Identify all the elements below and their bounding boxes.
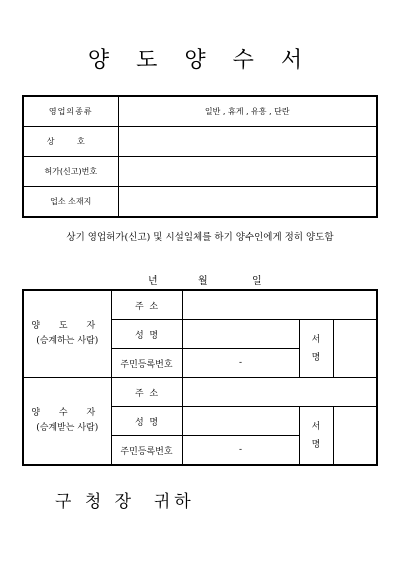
table-row bbox=[23, 96, 377, 127]
trade-name-field[interactable] bbox=[118, 127, 377, 157]
table-row bbox=[23, 290, 377, 320]
business-type-label: 영업의종류 bbox=[23, 96, 118, 127]
business-address-label: 업소 소재지 bbox=[23, 187, 118, 218]
transferee-address-field[interactable] bbox=[182, 378, 377, 407]
transferor-name-label: 성 명 bbox=[111, 320, 182, 349]
license-number-field[interactable] bbox=[118, 157, 377, 187]
parties-table bbox=[22, 289, 378, 466]
table-row bbox=[23, 378, 377, 407]
transferor-signature-label bbox=[299, 320, 333, 378]
transferee-title: 양 수 자 bbox=[31, 408, 104, 418]
transferee-label bbox=[23, 378, 111, 466]
transferor-label bbox=[23, 290, 111, 378]
date-day-label: 일 bbox=[252, 276, 262, 287]
table-row bbox=[23, 187, 377, 218]
business-info-table bbox=[22, 95, 378, 218]
transferor-id-field[interactable]: - bbox=[182, 349, 299, 378]
business-address-field[interactable] bbox=[118, 187, 377, 218]
transferor-name-field[interactable] bbox=[182, 320, 299, 349]
transferee-name-label: 성 명 bbox=[111, 407, 182, 436]
transferee-address-label: 주 소 bbox=[111, 378, 182, 407]
transferor-sign-char-1: 서 bbox=[311, 334, 321, 345]
transferor-signature-field[interactable] bbox=[333, 320, 377, 378]
transferee-subtitle: (승계받는 사람) bbox=[36, 423, 99, 433]
transferor-address-field[interactable] bbox=[182, 290, 377, 320]
date-year-label: 년 bbox=[148, 276, 158, 287]
transferor-id-label: 주민등록번호 bbox=[111, 349, 182, 378]
transferee-signature-field[interactable] bbox=[333, 407, 377, 466]
transferee-id-label: 주민등록번호 bbox=[111, 436, 182, 466]
transferee-sign-char-1: 서 bbox=[311, 421, 321, 432]
transferee-signature-label bbox=[299, 407, 333, 466]
date-month-label: 월 bbox=[198, 276, 208, 287]
table-row bbox=[23, 127, 377, 157]
transferor-address-label: 주 소 bbox=[111, 290, 182, 320]
table-row bbox=[23, 157, 377, 187]
business-type-value[interactable]: 일반 , 휴게 , 유흥 , 단란 bbox=[118, 96, 377, 127]
transferee-id-field[interactable]: - bbox=[182, 436, 299, 466]
transferor-title: 양 도 자 bbox=[31, 321, 104, 331]
transferor-sign-char-2: 명 bbox=[311, 352, 321, 363]
trade-name-label: 상 호 bbox=[23, 127, 118, 157]
document-title: 양 도 양 수 서 bbox=[87, 48, 313, 73]
transfer-statement: 상기 영업허가(신고) 및 시설일체를 하기 양수인에게 정히 양도함 bbox=[66, 232, 334, 243]
date-line bbox=[0, 272, 400, 288]
transferee-name-field[interactable] bbox=[182, 407, 299, 436]
closing-addressee: 구 청 장 귀하 bbox=[55, 492, 195, 512]
transferor-subtitle: (승계하는 사람) bbox=[36, 336, 99, 346]
license-number-label: 허가(신고)번호 bbox=[23, 157, 118, 187]
transferee-sign-char-2: 명 bbox=[311, 439, 321, 450]
